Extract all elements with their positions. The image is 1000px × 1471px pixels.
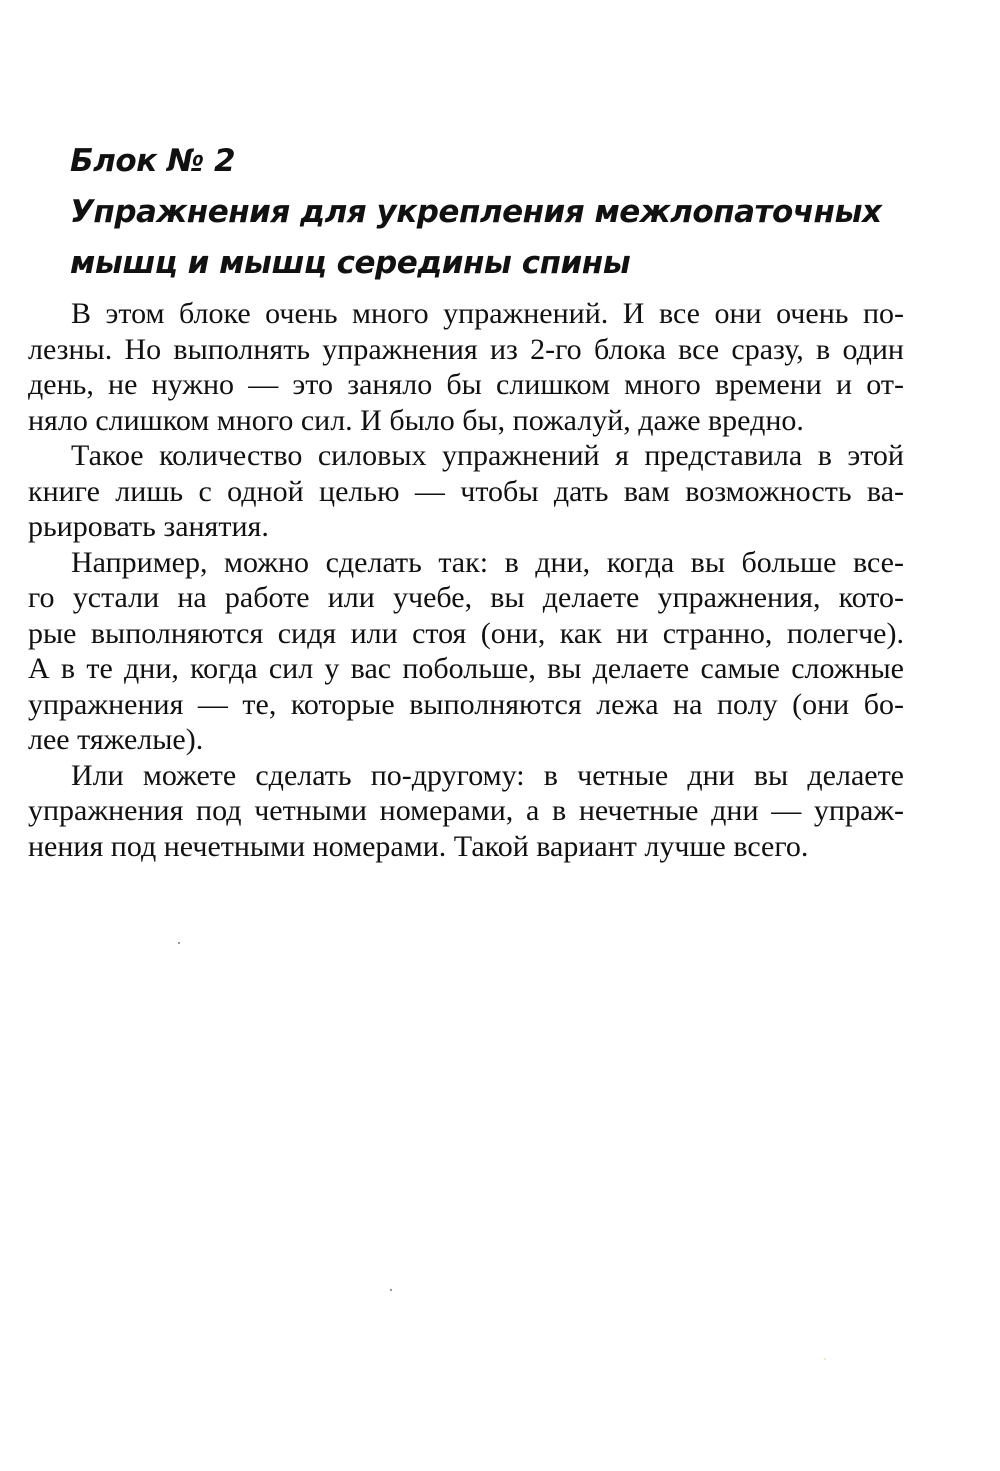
text-line: день, не нужно — это заняло бы слишком много времени и от- (28, 368, 904, 401)
paragraph-1 (28, 296, 904, 438)
text-line: Такое количество силовых упражнений я представила в этой (71, 439, 904, 472)
body-text (28, 296, 904, 864)
text-line: го устали на работе или учебе, вы делаете упражнения, кото- (28, 581, 904, 614)
text-line: А в те дни, когда сил у вас побольше, вы делаете самые сложные (28, 652, 904, 685)
scan-speck (390, 1289, 392, 1291)
text-line: упражнения — те, которые выполняются лежа на полу (они бо- (28, 687, 904, 721)
section-title-line-2: мышц и мышц середины спины (70, 245, 631, 281)
scan-speck (824, 1358, 826, 1360)
text-line: упражнения под четными номерами, а в нечетные дни — упраж- (28, 794, 904, 827)
text-line: Или можете сделать по-другому: в четные дни вы делаете (71, 758, 904, 792)
text-line: рьировать занятия. (28, 510, 269, 543)
text-line: Например, можно сделать так: в дни, когда вы больше все- (71, 545, 904, 579)
text-line: В этом блоке очень много упражнений. И все они очень по- (71, 297, 904, 330)
scan-speck (178, 942, 180, 944)
text-line: книге лишь с одной целью — чтобы дать вам возможность ва- (28, 474, 904, 508)
section-title-line-1: Упражнения для укрепления межлопаточных (70, 194, 882, 230)
text-line: нения под нечетными номерами. Такой вариант лучше всего. (28, 829, 809, 863)
text-line: няло слишком много сил. И было бы, пожалуй, даже вредно. (28, 403, 804, 437)
paragraph-2 (28, 438, 904, 545)
text-line: лее тяжелые). (28, 723, 204, 756)
section-heading (70, 136, 930, 289)
paragraph-3 (28, 545, 904, 758)
text-line: рые выполняются сидя или стоя (они, как ни странно, полегче). (28, 616, 904, 650)
paragraph-4 (28, 758, 904, 865)
text-line: лезны. Но выполнять упражнения из 2-го блока все сразу, в один (28, 332, 904, 366)
block-label: Блок № 2 (70, 143, 236, 179)
